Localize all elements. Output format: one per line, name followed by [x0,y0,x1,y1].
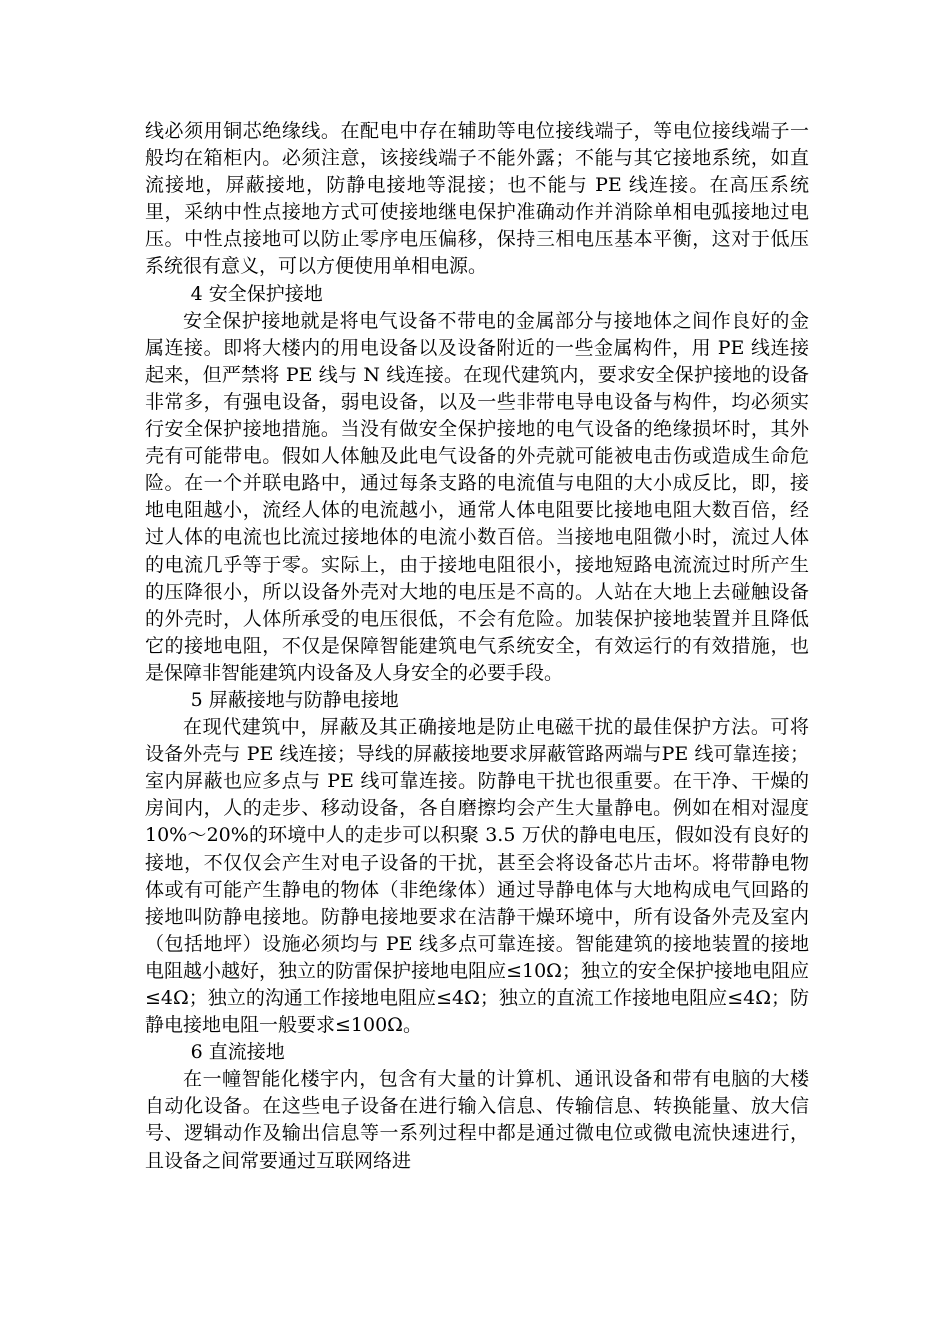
paragraph-grounding-terminal: 线必须用铜芯绝缘线。在配电中存在辅助等电位接线端子，等电位接线端子一般均在箱柜内。必须注意，该接线端子不能外露；不能与其它接地系统，如直流接地，屏蔽接地，防静电接地等混接；也不能与 PE 线连接。在高压系统里，采纳中性点接地方式可使接地继电保护准确动作并消除单相电弧接地过电压。中性点接地可以防止零序电压偏移，保持三相电压基本平衡，这对于低压系统很有意义，可以方便使用单相电源。 [145,120,809,278]
section-heading-5: 5 屏蔽接地与防静电接地 [190,688,399,711]
paragraph-dc-grounding: 在一幢智能化楼宇内，包含有大量的计算机、通讯设备和带有电脑的大楼自动化设备。在这些电子设备在进行输入信息、传输信息、转换能量、放大信号、逻辑动作及输出信息等一系列过程中都是通过微电位或微电流快速进行，且设备之间常要通过互联网络进 [145,1068,809,1172]
document-page [145,118,809,1175]
paragraph-safety-grounding: 安全保护接地就是将电气设备不带电的金属部分与接地体之间作良好的金属连接。即将大楼内的用电设备以及设备附近的一些金属构件，用 PE 线连接起来，但严禁将 PE 线与 N 线连接。在现代建筑内，要求安全保护接地的设备非常多，有强电设备，弱电设备，以及一些非带电导电设备与构件，均必须实行安全保护接地措施。当没有做安全保护接地的电气设备的绝缘损坏时，其外壳有可能带电。假如人体触及此电气设备的外壳就可能被电击伤或造成生命危险。在一个并联电路中，通过每条支路的电流值与电阻的大小成反比，即，接地电阻越小，流经人体的电流越小，通常人体电阻要比接地电阻大数百倍，经过人体的电流也比流过接地体的电流小数百倍。当接地电阻微小时，流过人体的电流几乎等于零。实际上，由于接地电阻很小，接地短路电流流过时所产生的压降很小，所以设备外壳对大地的电压是不高的。人站在大地上去碰触设备的外壳时，人体所承受的电压很低，不会有危险。加装保护接地装置并且降低它的接地电阻，不仅是保障智能建筑电气系统安全，有效运行的有效措施，也是保障非智能建筑内设备及人身安全的必要手段。 [145,309,809,684]
section-heading-6: 6 直流接地 [190,1041,285,1064]
section-heading-4: 4 安全保护接地 [190,282,323,305]
paragraph-shield-antistatic: 在现代建筑中，屏蔽及其正确接地是防止电磁干扰的最佳保护方法。可将设备外壳与 PE 线连接；导线的屏蔽接地要求屏蔽管路两端与PE 线可靠连接；室内屏蔽也应多点与 PE 线可靠连接。防静电干扰也很重要。在干净、干燥的房间内，人的走步、移动设备，各自磨擦均会产生大量静电。例如在相对湿度 10%～20%的环境中人的走步可以积聚 3.5 万伏的静电电压，假如没有良好的接地，不仅仅会产生对电子设备的干扰，甚至会将设备芯片击坏。将带静电物体或有可能产生静电的物体（非绝缘体）通过导静电体与大地构成电气回路的接地叫防静电接地。防静电接地要求在洁静干燥环境中，所有设备外壳及室内（包括地坪）设施必须均与 PE 线多点可靠连接。智能建筑的接地装置的接地电阻越小越好，独立的防雷保护接地电阻应≤10Ω；独立的安全保护接地电阻应≤4Ω；独立的沟通工作接地电阻应≤4Ω；独立的直流工作接地电阻应≤4Ω；防静电接地电阻一般要求≤100Ω。 [145,716,809,1037]
